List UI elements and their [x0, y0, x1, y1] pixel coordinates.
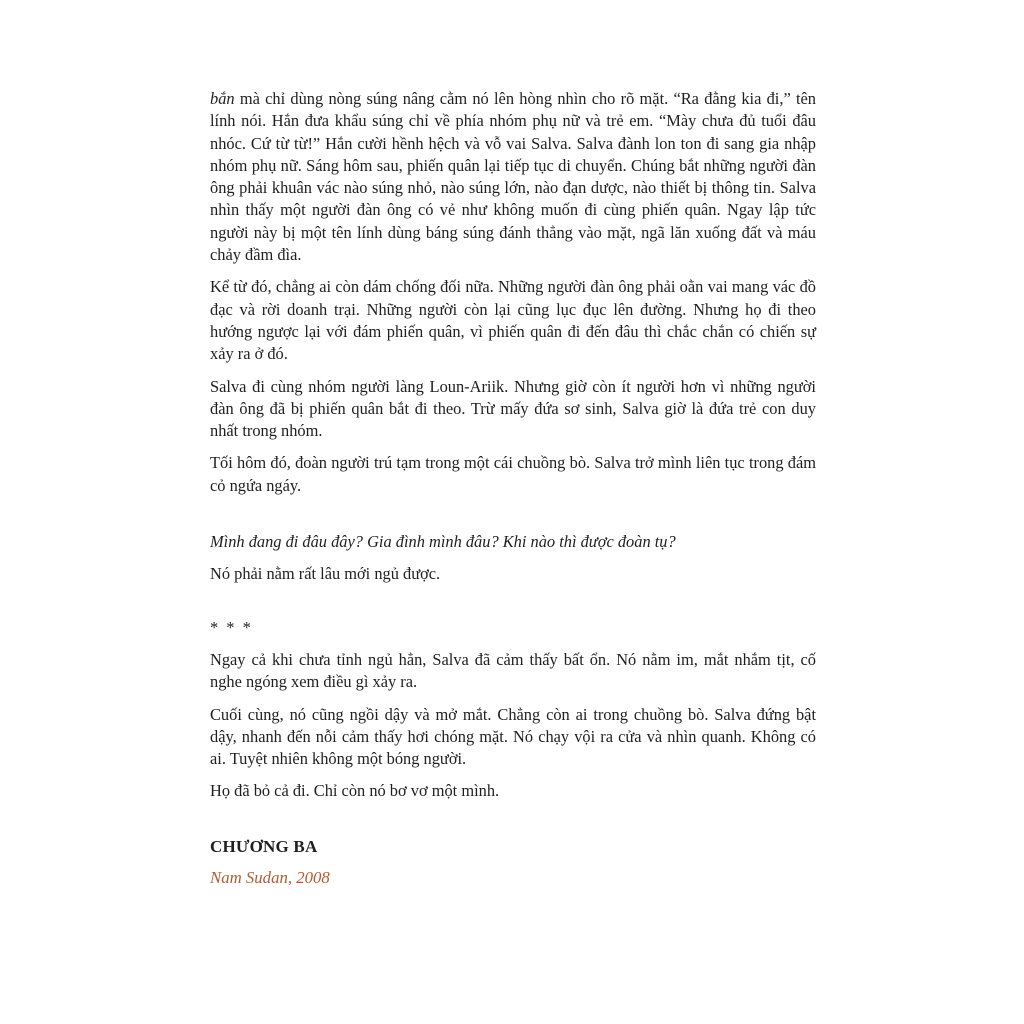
inner-monologue: Mình đang đi đâu đây? Gia đình mình đâu? Khi nào thì được đoàn tụ? [210, 532, 676, 552]
body-paragraph: Họ đã bỏ cả đi. Chỉ còn nó bơ vơ một mình. [210, 781, 500, 801]
body-paragraph: Kể từ đó, chẳng ai còn dám chống đối nữa. Những người đàn ông phải oằn vai mang vác đồ đạc và rời doanh trại. Những người còn lại cũng lục đục lên đường. Nhưng họ đi theo hướng ngược lại với đám phiến quân, vì phiến quân đi đến đâu thì chắc chắn có chiến sự xảy ra ở đó. [210, 277, 816, 364]
body-paragraph: Tối hôm đó, đoàn người trú tạm trong một cái chuồng bò. Salva trở mình liên tục trong đám cỏ ngứa ngáy. [210, 453, 816, 495]
body-paragraph: Cuối cùng, nó cũng ngồi dậy và mở mắt. Chẳng còn ai trong chuồng bò. Salva đứng bật dậy, nhanh đến nỗi cảm thấy hơi chóng mặt. Nó chạy vội ra cửa và nhìn quanh. Không có ai. Tuyệt nhiên không một bóng người. [210, 704, 816, 769]
chapter-heading: CHƯƠNG BA [210, 836, 318, 856]
opening-paragraph [210, 88, 816, 266]
body-paragraph: Nó phải nằm rất lâu mới ngủ được. [210, 564, 441, 584]
section-separator: * * * [210, 617, 253, 637]
opening-lead-word: bắn [210, 89, 235, 108]
chapter-location-date: Nam Sudan, 2008 [210, 868, 330, 888]
body-paragraph: Ngay cả khi chưa tỉnh ngủ hẳn, Salva đã cảm thấy bất ổn. Nó nằm im, mắt nhắm tịt, cố nghe ngóng xem điều gì xảy ra. [210, 649, 816, 692]
page-text-block [210, 88, 816, 889]
body-paragraph: Salva đi cùng nhóm người làng Loun-Ariik. Nhưng giờ còn ít người hơn vì những người đàn ông đã bị phiến quân bắt đi theo. Trừ mấy đứa sơ sinh, Salva giờ là đứa trẻ con duy nhất trong nhóm. [210, 376, 816, 441]
opening-paragraph-text: mà chỉ dùng nòng súng nâng cằm nó lên hòng nhìn cho rõ mặt. “Ra đằng kia đi,” tên lính nói. Hắn đưa khẩu súng chỉ về phía nhóm phụ nữ và trẻ em. “Mày chưa đủ tuổi đâu nhóc. Cứ từ từ!” Hắn cười hềnh hệch và vỗ vai Salva. Salva đành lon ton đi sang gia nhập nhóm phụ nữ. Sáng hôm sau, phiến quân lại tiếp tục di chuyển. Chúng bắt những người đàn ông phải khuân vác nào súng nhỏ, nào súng lớn, nào đạn dược, nào thiết bị thông tin. Salva nhìn thấy một người đàn ông có vẻ như không muốn đi cùng phiến quân. Ngay lập tức người này bị một tên lính dùng báng súng đánh thẳng vào mặt, ngã lăn xuống đất và máu chảy đầm đìa. [210, 89, 816, 265]
